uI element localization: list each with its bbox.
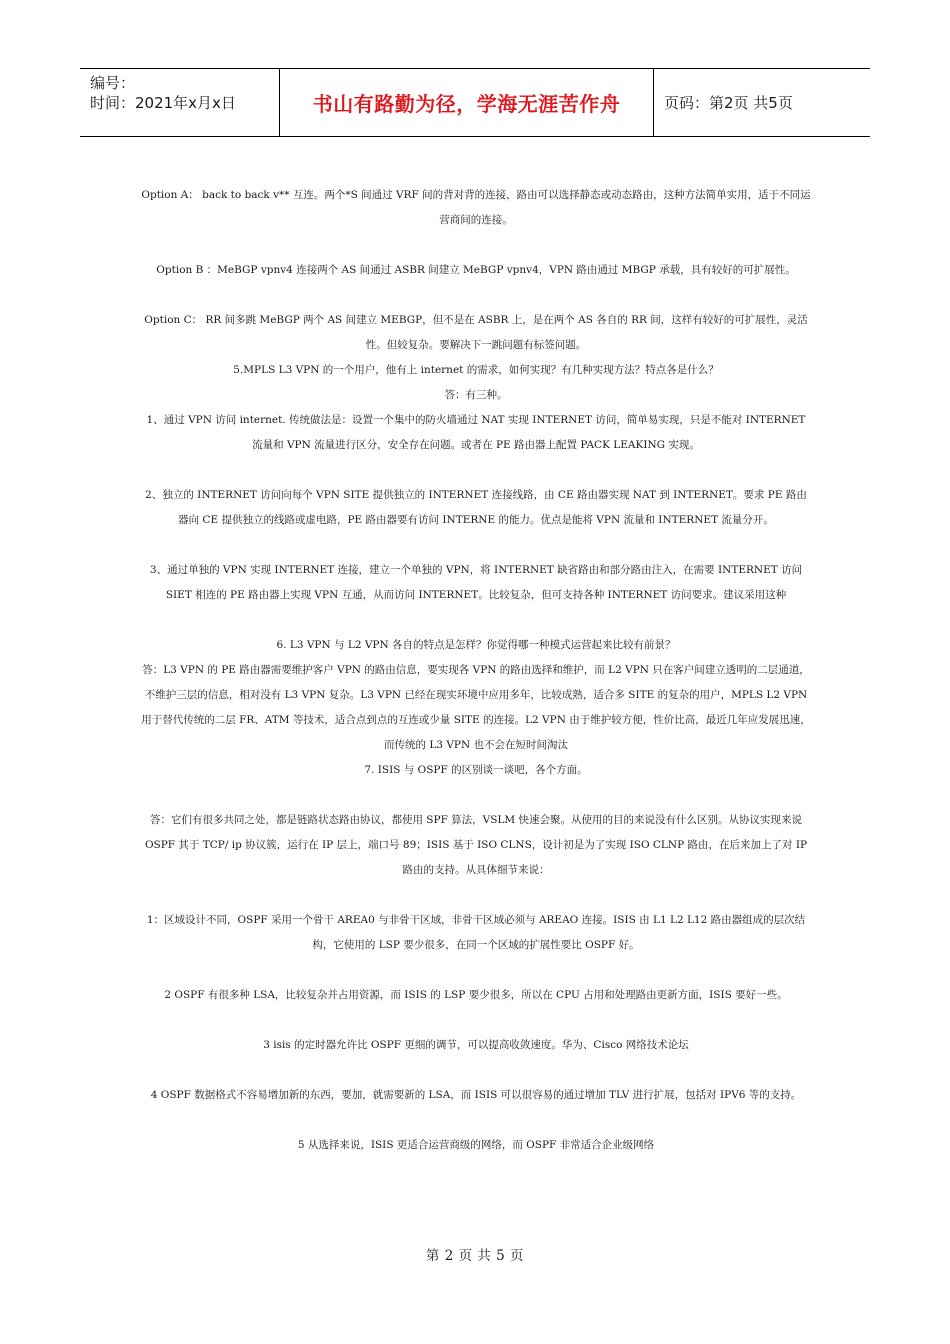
document-body	[140, 183, 812, 1158]
document-date: 时间：2021年x月x日	[90, 94, 236, 112]
question-heading: 6. L3 VPN 与 L2 VPN 各自的特点是怎样？你觉得哪一种模式运营起来比较有前景？	[276, 639, 676, 651]
paragraph: 4 OSPF 数据格式不容易增加新的东西，要加，就需要新的 LSA，而 ISIS 可以很容易的通过增加 TLV 进行扩展，包括对 IPV6 等的支持。	[150, 1089, 802, 1101]
paragraph: 答：L3 VPN 的 PE 路由器需要维护客户 VPN 的路由信息，要实现各 VPN 的路由选择和维护，而 L2 VPN 只在客户间建立透明的二层通道，不维护三层的信息，相对没有 L3 VPN 复杂。L3 VPN 已经在现实环境中应用多年，比较成熟，适合多 SITE 的复杂的用户，MPLS L2 VPN 用于替代传统的二层 FR、ATM 等技术，适合点到点的互连或少量 SITE 的连接。L2 VPN 由于维护较方便，性价比高，最近几年应发展迅速，而传统的 L3 VPN 也不会在短时间淘汰	[141, 664, 811, 751]
paragraph: Option B ：MeBGP vpnv4 连接两个 AS 间通过 ASBR 间建立 MeBGP vpnv4，VPN 路由通过 MBGP 承载，具有较好的可扩展性。	[156, 264, 796, 276]
header-motto: 书山有路勤为径，学海无涯苦作舟	[280, 69, 654, 136]
question-heading: 7. ISIS 与 OSPF 的区别谈一谈吧，各个方面。	[364, 764, 588, 776]
page-footer: 第 2 页 共 5 页	[425, 1248, 525, 1264]
paragraph: 1、通过 VPN 访问 internet. 传统做法是：设置一个集中的防火墙通过 NAT 实现 INTERNET 访问，简单易实现，只是不能对 INTERNET 流量和 VPN 流量进行区分，安全存在问题。或者在 PE 路由器上配置 PACK LEAKING 实现。	[146, 414, 806, 451]
paragraph: 3、通过单独的 VPN 实现 INTERNET 连接，建立一个单独的 VPN，将 INTERNET 缺省路由和部分路由注入，在需要 INTERNET 访问 SIET 相连的 PE 路由器上实现 VPN 互通，从而访问 INTERNET。比较复杂，但可支持各种 INTERNET 访问要求。建议采用这种	[149, 564, 803, 601]
paragraph: 5 从选择来说，ISIS 更适合运营商级的网络，而 OSPF 非常适合企业级网络	[297, 1139, 655, 1151]
paragraph: 2、独立的 INTERNET 访问向每个 VPN SITE 提供独立的 INTERNET 连接线路，由 CE 路由器实现 NAT 到 INTERNET。要求 PE 路由器向 CE 提供独立的线路或虚电路，PE 路由器要有访问 INTERNE 的能力。优点是能将 VPN 流量和 INTERNET 流量分开。	[145, 489, 807, 526]
paragraph: 答：有三种。	[444, 389, 508, 401]
paragraph: Option C： RR 间多跳 MeBGP 两个 AS 间建立 MEBGP，但不是在 ASBR 上，是在两个 AS 各自的 RR 间，这样有较好的可扩展性，灵活性。但较复杂。要解决下一跳问题有标签问题。	[144, 314, 808, 351]
header-page-info: 页码：第2页 共5页	[664, 94, 793, 112]
paragraph: Option A： back to back v** 互连。两个*S 间通过 VRF 间的背对背的连接，路由可以选择静态或动态路由，这种方法简单实用，适于不同运营商间的连接。	[141, 189, 811, 226]
page-header	[80, 68, 870, 137]
paragraph: 2 OSPF 有很多种 LSA，比较复杂并占用资源，而 ISIS 的 LSP 要少很多，所以在 CPU 占用和处理路由更新方面，ISIS 要好一些。	[164, 989, 788, 1001]
question-heading: 5.MPLS L3 VPN 的一个用户，他有上 internet 的需求，如何实现？有几种实现方法？特点各是什么？	[233, 364, 719, 376]
document-number-label: 编号：	[90, 74, 136, 92]
header-meta	[80, 69, 280, 136]
paragraph: 1：区域设计不同，OSPF 采用一个骨干 AREA0 与非骨干区域，非骨干区域必须与 AREAO 连接。ISIS 由 L1 L2 L12 路由器组成的层次结构，它使用的 LSP 要少很多，在同一个区域的扩展性要比 OSPF 好。	[146, 914, 806, 951]
paragraph: 3 isis 的定时器允许比 OSPF 更细的调节，可以提高收敛速度。华为、Cisco 网络技术论坛	[263, 1039, 689, 1051]
paragraph: 答：它们有很多共同之处，都是链路状态路由协议，都使用 SPF 算法，VSLM 快速会聚。从使用的目的来说没有什么区别。从协议实现来说 OSPF 其于 TCP/ ip 协议簇，运行在 IP 层上，端口号 89；ISIS 基于 ISO CLNS，设计初是为了实现 ISO CLNP 路由，在后来加上了对 IP 路由的支持。从具体细节来说：	[144, 814, 808, 876]
